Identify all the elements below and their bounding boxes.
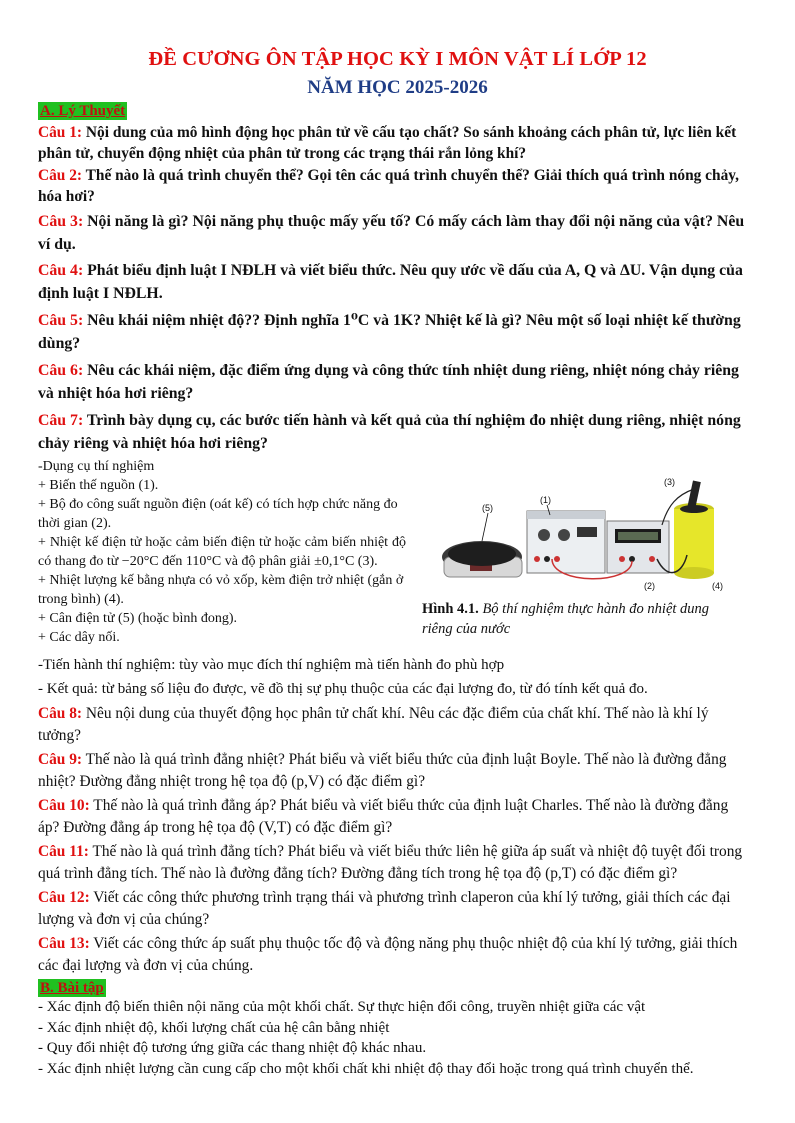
result-text: - Kết quả: từ bảng số liệu đo được, vẽ đồ thị sự phụ thuộc của các đại lượng đo, từ đó tính kết quả đo. [38,680,648,697]
school-year: NĂM HỌC 2025-2026 [307,77,488,98]
question-10 [38,795,745,838]
equipment-list [38,457,406,647]
question-text: Phát biểu định luật I NĐLH và viết biểu thức. Nêu quy ước về dấu của A, Q và ΔU. Vận dụng của định luật I NĐLH. [38,262,743,302]
question-text: Trình bày dụng cụ, các bước tiến hành và kết quả của thí nghiệm đo nhiệt dung riêng, nhiệt nóng chảy riêng và nhiệt hóa hơi riêng? [38,412,741,452]
question-text: Thế nào là quá trình đẳng nhiệt? Phát biểu và viết biểu thức của định luật Boyle. Thế nào là đường đẳng nhiệt? Đường đẳng nhiệt trong hệ tọa độ (p,V) có đặc điểm gì? [38,751,727,790]
question-text: Nội năng là gì? Nội năng phụ thuộc mấy yếu tố? Có mấy cách làm thay đổi nội năng của vật? Nêu ví dụ. [38,213,745,253]
question-6 [38,359,745,405]
equipment-item: + Biến thế nguồn (1). [38,478,159,493]
figure-caption [422,599,742,639]
exercise-item: - Xác định độ biến thiên nội năng của một khối chất. Sự thực hiện đổi công, truyền nhiệt giữa các vật [38,999,646,1015]
figure-caption-label: Hình 4.1. [422,601,479,617]
question-11 [38,841,745,884]
exercise-list [38,997,745,1079]
question-text: Nội dung của mô hình động học phân tử về cấu tạo chất? So sánh khoảng cách phân tử, lực liên kết phân tử, chuyển động nhiệt của phân tử trong các trạng thái rắn lỏng khí? [38,124,737,162]
question-label: Câu 12: [38,889,90,906]
equipment-item: + Các dây nối. [38,630,120,645]
figure-label-4: (4) [712,581,723,591]
figure-label-2: (2) [644,581,655,591]
figure-label-5: (5) [482,503,493,513]
figure-4-1 [422,457,742,647]
exercise-item: - Quy đổi nhiệt độ tương ứng giữa các thang nhiệt độ khác nhau. [38,1040,427,1056]
question-12 [38,887,745,930]
equipment-item: + Nhiệt lượng kế bằng nhựa có vỏ xốp, kèm điện trở nhiệt (gắn ở trong bình) (4). [38,573,404,607]
question-label: Câu 4: [38,262,84,279]
question-1 [38,122,745,164]
question-text: Nêu các khái niệm, đặc điểm ứng dụng và công thức tính nhiệt dung riêng, nhiệt nóng chảy riêng và nhiệt hóa hơi riêng? [38,362,739,402]
question-label: Câu 3: [38,213,84,230]
figure-label-3: (3) [664,477,675,487]
question-text: Viết các công thức áp suất phụ thuộc tốc độ và động năng phụ thuộc nhiệt độ của khí lý tưởng, giải thích các đại lượng và đơn vị của chúng. [38,935,738,974]
question-label: Câu 5: [38,312,84,329]
question-label: Câu 11: [38,843,89,860]
document-title: ĐỀ CƯƠNG ÔN TẬP HỌC KỲ I MÔN VẬT LÍ LỚP 12 [148,48,647,70]
question-label: Câu 8: [38,705,83,722]
question-text: Nêu khái niệm nhiệt độ?? Định nghĩa 1⁰C và 1K? Nhiệt kế là gì? Nêu một số loại nhiệt kế thường dùng? [38,312,741,352]
section-a-heading: A. Lý Thuyết [40,103,126,119]
equipment-item: + Bộ đo công suất nguồn điện (oát kế) có tích hợp chức năng đo thời gian (2). [38,497,398,531]
question-text: Viết các công thức phương trình trạng thái và phương trình claperon của khí lý tưởng, giải thích các đại lượng và đơn vị của chúng? [38,889,731,928]
question-4 [38,259,745,305]
question-label: Câu 9: [38,751,83,768]
question-text: Nêu nội dung của thuyết động học phân tử chất khí. Nêu các đặc điểm của chất khí. Thế nào là khí lý tưởng? [38,705,709,744]
equipment-item: + Nhiệt kế điện tử hoặc cảm biến điện tử hoặc cảm biến nhiệt độ có thang đo từ −20°C đến 110°C và độ phân giải ±0,1°C (3). [38,535,406,569]
question-label: Câu 13: [38,935,90,952]
question-label: Câu 7: [38,412,84,429]
equipment-item: + Cân điện tử (5) (hoặc bình đong). [38,611,237,626]
question-label: Câu 10: [38,797,90,814]
figure-label-1: (1) [540,495,551,505]
question-7 [38,409,745,455]
question-text: Thế nào là quá trình đẳng áp? Phát biểu và viết biểu thức của định luật Charles. Thế nào là đường đẳng áp? Đường đẳng áp trong hệ tọa độ (V,T) có đặc điểm gì? [38,797,729,836]
document-body [38,100,745,1079]
question-9 [38,749,745,792]
figure-caption-text: Bộ thí nghiệm thực hành đo nhiệt dung riêng của nước [422,601,710,637]
question-text: Thế nào là quá trình chuyển thể? Gọi tên các quá trình chuyển thể? Giải thích quá trình nóng chảy, hóa hơi? [38,167,739,205]
question-label: Câu 2: [38,167,83,184]
question-3 [38,210,745,256]
section-b-heading: B. Bài tập [40,980,104,996]
question-5 [38,309,745,355]
exercise-item: - Xác định nhiệt độ, khối lượng chất của hệ cân bằng nhiệt [38,1019,390,1036]
question-label: Câu 1: [38,124,83,141]
procedure-text: -Tiến hành thí nghiệm: tùy vào mục đích thí nghiệm mà tiến hành đo phù hợp [38,657,505,673]
question-text: Thế nào là quá trình đẳng tích? Phát biểu và viết biểu thức liên hệ giữa áp suất và nhiệt độ tuyệt đối trong quá trình đẳng tích. Thế nào là đường đẳng tích? Đường đẳng tích trong hệ tọa độ (p,T) có đặc điểm gì? [38,843,743,882]
experiment-apparatus-image [432,475,732,595]
question-13 [38,933,745,976]
exercise-item: - Xác định nhiệt lượng cần cung cấp cho một khối chất khi nhiệt độ thay đổi hoặc trong quá trình chuyển thể. [38,1060,694,1077]
question-8 [38,703,745,746]
question-2 [38,165,745,207]
question-label: Câu 6: [38,362,84,379]
experiment-block [38,457,745,647]
equipment-heading: -Dụng cụ thí nghiệm [38,459,155,474]
